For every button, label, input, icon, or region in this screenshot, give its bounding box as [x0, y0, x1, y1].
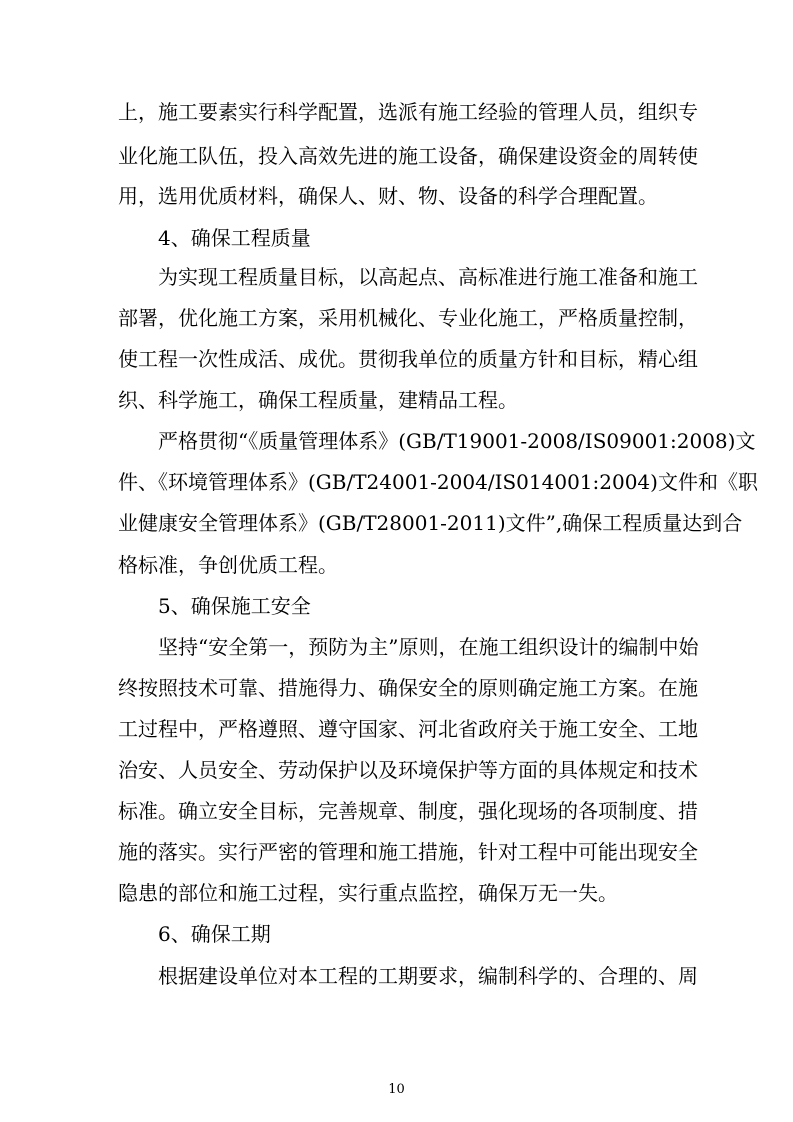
section-heading: 4、确保工程质量 — [158, 226, 311, 250]
text-line: 标准。确立安全目标，完善规章、制度，强化现场的各项制度、措 — [118, 799, 698, 823]
text-line: 件、《环境管理体系》(GB/T24001-2004/IS014001:2004)文件和《职 — [118, 470, 758, 494]
text-line: 业健康安全管理体系》(GB/T28001-2011)文件”,确保工程质量达到合 — [118, 511, 743, 535]
text-line: 坚持“安全第一，预防为主”原则，在施工组织设计的编制中始 — [158, 635, 699, 659]
text-line: 部署，优化施工方案，采用机械化、专业化施工，严格质量控制， — [118, 306, 698, 330]
text-line: 严格贯彻“《质量管理体系》(GB/T19001-2008/IS09001:2008)文 — [158, 429, 756, 453]
section-heading: 6、确保工期 — [158, 922, 271, 946]
text-line: 工过程中，严格遵照、遵守国家、河北省政府关于施工安全、工地 — [118, 717, 698, 741]
section-heading: 5、确保施工安全 — [158, 594, 311, 618]
text-line: 隐患的部位和施工过程，实行重点监控，确保万无一失。 — [118, 881, 618, 905]
text-line: 业化施工队伍，投入高效先进的施工设备，确保建设资金的周转使 — [118, 144, 698, 168]
text-line: 织、科学施工，确保工程质量，建精品工程。 — [118, 388, 518, 412]
text-line: 为实现工程质量目标，以高起点、高标准进行施工准备和施工 — [158, 265, 698, 289]
text-line: 施的落实。实行严密的管理和施工措施，针对工程中可能出现安全 — [118, 840, 698, 864]
text-line: 用，选用优质材料，确保人、财、物、设备的科学合理配置。 — [118, 184, 658, 208]
text-line: 上，施工要素实行科学配置，选派有施工经验的管理人员，组织专 — [118, 100, 698, 124]
page-number: 10 — [388, 1082, 405, 1097]
text-line: 根据建设单位对本工程的工期要求，编制科学的、合理的、周 — [158, 964, 698, 988]
text-line: 使工程一次性成活、成优。贯彻我单位的质量方针和目标，精心组 — [118, 347, 698, 371]
text-line: 格标准，争创优质工程。 — [118, 553, 338, 577]
text-line: 治安、人员安全、劳动保护以及环境保护等方面的具体规定和技术 — [118, 758, 698, 782]
text-line: 终按照技术可靠、措施得力、确保安全的原则确定施工方案。在施 — [118, 676, 698, 700]
